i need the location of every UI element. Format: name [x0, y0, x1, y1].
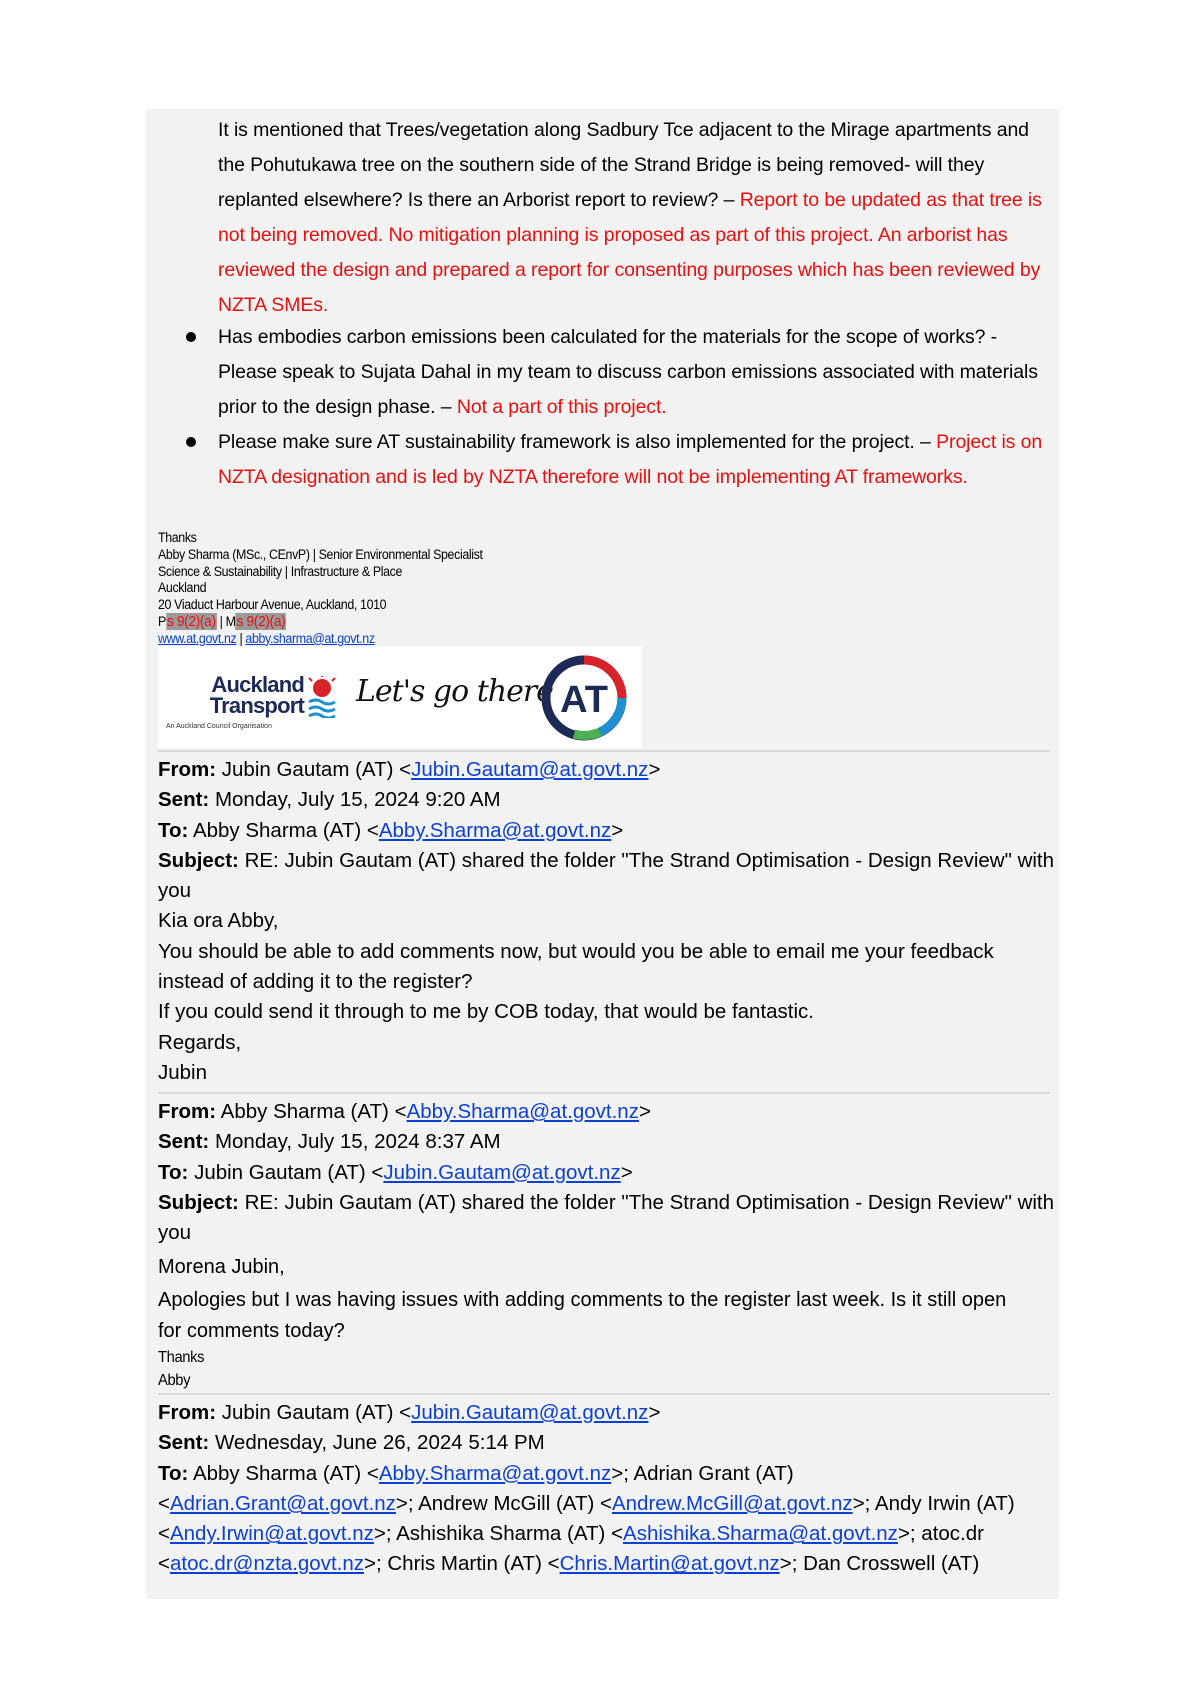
subject-line: Subject: RE: Jubin Gautam (AT) shared the folder "The Strand Optimisation - Design Review" with: [158, 848, 1055, 872]
at-logo-text: AT: [560, 679, 608, 721]
framework-comment-text: Please make sure AT sustainability framework is also implemented for the project. –: [218, 431, 931, 453]
carbon-comment-text: Has embodies carbon emissions been calculated for the materials for the scope of works? - Please speak to Sujata Dahal in my team to discuss carbon emissions associated with materials prior to the design phase. –: [218, 326, 1038, 418]
email-header-3: [158, 1398, 1058, 1580]
to-email-link[interactable]: Abby.Sharma@at.govt.nz: [378, 818, 612, 842]
to-email-link[interactable]: Jubin.Gautam@at.govt.nz: [383, 1160, 621, 1184]
signature-city: Auckland: [158, 580, 207, 596]
from-email-link[interactable]: Abby.Sharma@at.govt.nz: [406, 1100, 639, 1123]
subject-continued: you: [158, 879, 192, 903]
recipient-email-link[interactable]: Adrian.Grant@at.govt.nz: [169, 1491, 396, 1515]
from-email-link[interactable]: Jubin.Gautam@at.govt.nz: [411, 1401, 649, 1424]
auckland-transport-logo: Auckland Transport: [209, 672, 304, 718]
signature-email-link[interactable]: abby.sharma@at.govt.nz: [245, 630, 375, 646]
carbon-response: Not a part of this project.: [456, 396, 667, 418]
sent-line: Sent: Monday, July 15, 2024 8:37 AM: [158, 1130, 501, 1154]
signature-phones: Ps 9(2)(a) | Ms 9(2)(a): [158, 612, 286, 630]
bullet-dot: [186, 437, 196, 447]
recipient-email-link[interactable]: Andy.Irwin@at.govt.nz: [169, 1522, 374, 1546]
from-email-link[interactable]: Jubin.Gautam@at.govt.nz: [411, 758, 649, 781]
from-line: From: Jubin Gautam (AT) <Jubin.Gautam@at.govt.nz>: [158, 1401, 661, 1424]
redaction-box: s 9(2)(a): [166, 612, 216, 630]
body-line: You should be able to add comments now, but would you be able to email me your feedback: [158, 939, 994, 963]
body-line: Regards,: [158, 1030, 242, 1054]
framework-comment: [218, 425, 1050, 495]
recipients-line: <Andy.Irwin@at.govt.nz>; Ashishika Sharma (AT) <Ashishika.Sharma@at.govt.nz>; atoc.dr: [158, 1522, 984, 1546]
separator: [158, 1393, 1050, 1395]
email-signature: [158, 530, 581, 648]
logo-subtitle: An Auckland Council Organisation: [166, 723, 272, 730]
recipient-email-link[interactable]: Chris.Martin@at.govt.nz: [559, 1552, 780, 1576]
at-logo-icon: [540, 654, 628, 742]
email-header-2: [158, 1097, 1058, 1248]
separator: [158, 750, 1050, 752]
arborist-response: Report to be updated as that tree is not being removed. No mitigation planning is proposed as part of this project. An arborist has reviewed the design and prepared a report for consenting purposes which has been reviewed by NZTA SMEs.: [218, 189, 1042, 316]
arborist-comment: [218, 113, 1050, 323]
body-line: for comments today?: [158, 1320, 345, 1342]
body-line: instead of adding it to the register?: [158, 970, 473, 994]
website-link[interactable]: www.at.govt.nz: [158, 630, 237, 646]
auckland-transport-banner: [158, 646, 642, 748]
body-line: Jubin: [158, 1060, 208, 1084]
email2-body: [158, 1252, 1058, 1347]
recipient-email-link[interactable]: Andrew.McGill@at.govt.nz: [611, 1491, 853, 1515]
from-line: From: Abby Sharma (AT) <Abby.Sharma@at.govt.nz>: [158, 1100, 651, 1123]
pohutukawa-icon: [306, 676, 338, 718]
from-line: From: Jubin Gautam (AT) <Jubin.Gautam@at.govt.nz>: [158, 758, 661, 781]
recipients-line: <Adrian.Grant@at.govt.nz>; Andrew McGill (AT) <Andrew.McGill@at.govt.nz>; Andy Irwin (AT): [158, 1491, 1015, 1515]
body-line: Apologies but I was having issues with adding comments to the register last week. Is it still open: [158, 1289, 1007, 1311]
bullet-dot: [186, 332, 196, 342]
tagline: Let's go there: [356, 674, 553, 709]
subject-continued: you: [158, 1221, 192, 1245]
signature-dept: Science & Sustainability | Infrastructure & Place: [158, 563, 403, 579]
separator: [158, 1092, 1050, 1094]
greeting: Morena Jubin,: [158, 1256, 285, 1278]
sent-line: Sent: Wednesday, June 26, 2024 5:14 PM: [158, 1431, 545, 1455]
to-line: To: Jubin Gautam (AT) <Jubin.Gautam@at.govt.nz>: [158, 1160, 633, 1184]
to-line: To: Abby Sharma (AT) <Abby.Sharma@at.govt.nz>: [158, 818, 624, 842]
subject-line: Subject: RE: Jubin Gautam (AT) shared the folder "The Strand Optimisation - Design Review" with: [158, 1190, 1055, 1214]
signature-thanks: Thanks: [158, 530, 197, 545]
to-line: To: Abby Sharma (AT) <Abby.Sharma@at.govt.nz>; Adrian Grant (AT): [158, 1461, 794, 1485]
signature-links: www.at.govt.nz | abby.sharma@at.govt.nz: [158, 630, 375, 646]
framework-response: Project is on NZTA designation and is led by NZTA therefore will not be implementing AT frameworks.: [218, 431, 1043, 488]
body-line: Kia ora Abby,: [158, 909, 279, 933]
signature-name: Abby Sharma (MSc., CEnvP) | Senior Environmental Specialist: [158, 546, 483, 562]
email2-signoff: [158, 1346, 581, 1392]
recipient-email-link[interactable]: atoc.dr@nzta.govt.nz: [169, 1552, 365, 1576]
recipient-email-link[interactable]: Abby.Sharma@at.govt.nz: [378, 1461, 612, 1485]
body-line: If you could send it through to me by COB today, that would be fantastic.: [158, 1000, 814, 1024]
arborist-comment-text: It is mentioned that Trees/vegetation along Sadbury Tce adjacent to the Mirage apartments and the Pohutukawa tree on the southern side of the Strand Bridge is being removed- will they replanted elsewhere? Is there an Arborist report to review? –: [218, 119, 1029, 211]
recipient-email-link[interactable]: Ashishika.Sharma@at.govt.nz: [623, 1522, 898, 1546]
carbon-comment: [218, 320, 1050, 425]
email-header-1: [158, 755, 1058, 1088]
redaction-box: s 9(2)(a): [236, 612, 286, 630]
signature-address: 20 Viaduct Harbour Avenue, Auckland, 1010: [158, 597, 387, 613]
signoff-name: Abby: [158, 1372, 191, 1389]
sent-line: Sent: Monday, July 15, 2024 9:20 AM: [158, 788, 501, 812]
signoff-thanks: Thanks: [158, 1349, 205, 1366]
recipients-line: <atoc.dr@nzta.govt.nz>; Chris Martin (AT) <Chris.Martin@at.govt.nz>; Dan Crosswell (AT): [158, 1552, 980, 1576]
